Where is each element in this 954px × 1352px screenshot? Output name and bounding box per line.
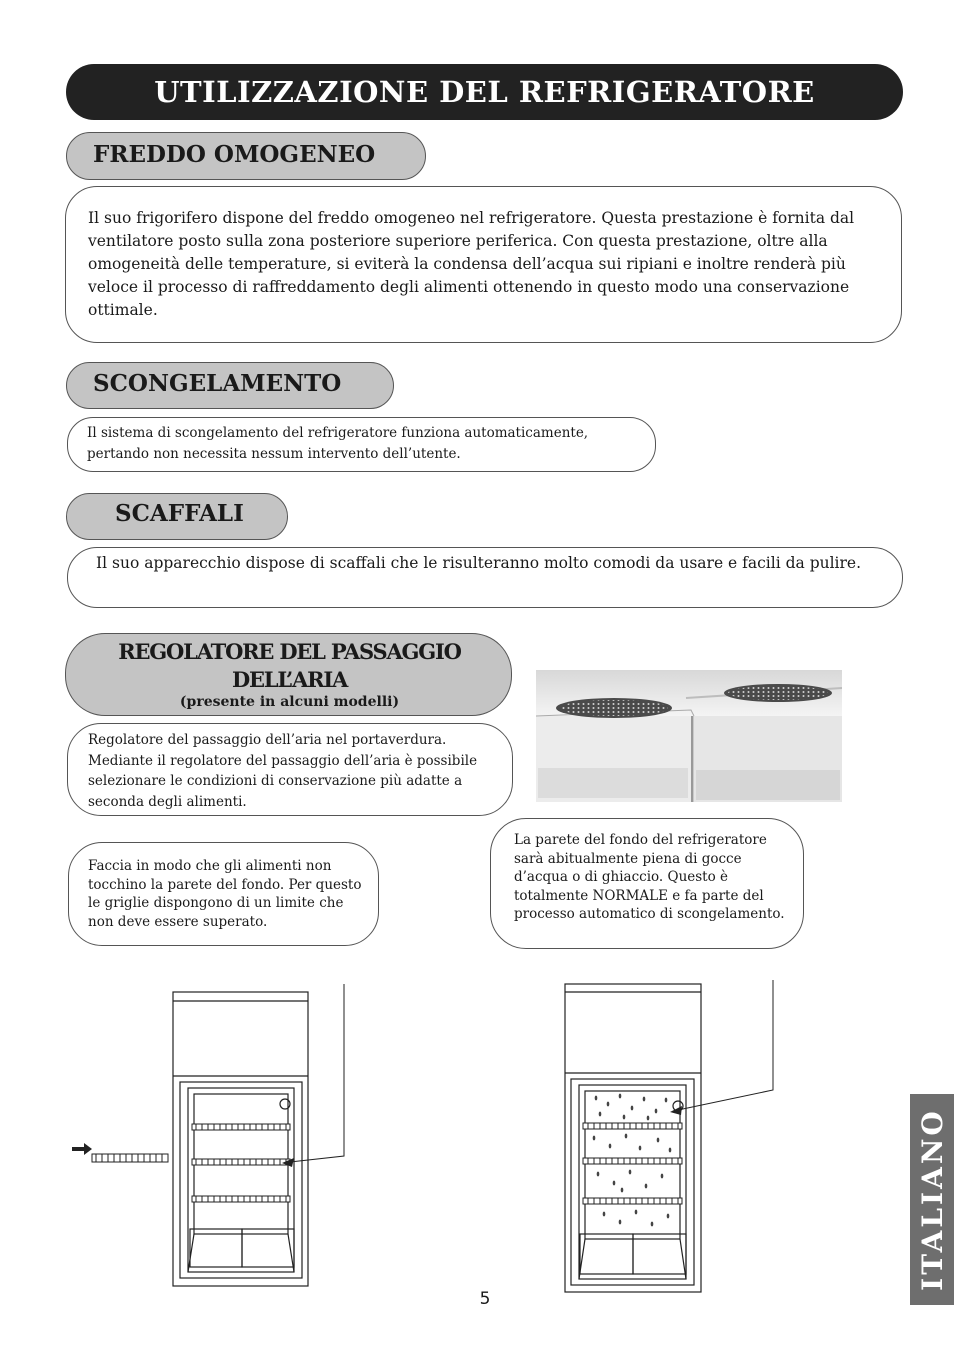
language-tab-label: ITALIANO bbox=[915, 1108, 949, 1291]
regolatore-heading-line1: REGOLATORE DEL PASSAGGIO bbox=[118, 639, 461, 664]
freddo-omogeneo-heading-text: FREDDO OMOGENEO bbox=[93, 141, 376, 168]
crisper-photo bbox=[536, 670, 842, 802]
pointer-line-left bbox=[290, 984, 344, 1162]
scongelamento-box bbox=[67, 417, 656, 472]
regolatore-text: Regolatore del passaggio dell’aria nel portaverdura. Mediante il regolatore del passaggio dell’aria è possibile selezionare le condizioni di conservazione più adatte a seconda degli alimenti. bbox=[88, 732, 478, 810]
pointer-line-right bbox=[678, 980, 773, 1110]
language-tab bbox=[910, 1094, 954, 1305]
freddo-omogeneo-text: Il suo frigorifero dispone del freddo omogeneo nel refrigeratore. Questa prestazione è fornita dal ventilatore posto sulla zona posteriore superiore periferica. Con questa prestazione, oltre alla omogeneità delle temperature, si eviterà la condensa dell’acqua sui ripiani e inoltre renderà più veloce il processo di raffreddamento degli alimenti ottenendo in questo modo una conservazione ottimale. bbox=[88, 209, 855, 319]
regolatore-heading-line2: DELL’ARIA bbox=[231, 667, 348, 692]
note-right-text: La parete del fondo del refrigeratore sarà abitualmente piena di gocce d’acqua o di ghiaccio. Questo è totalmente NORMALE e fa parte del processo automatico di scongelamento. bbox=[514, 832, 785, 922]
note-box-right bbox=[490, 818, 804, 949]
scongelamento-heading bbox=[66, 362, 394, 409]
page-number: 5 bbox=[479, 1289, 491, 1309]
page-title: UTILIZZAZIONE DEL REFRIGERATORE bbox=[66, 64, 903, 120]
regolatore-box bbox=[67, 723, 513, 816]
shelves-right bbox=[583, 1123, 682, 1204]
scongelamento-heading-text: SCONGELAMENTO bbox=[93, 370, 342, 397]
scaffali-box bbox=[67, 547, 903, 608]
scaffali-heading-text: SCAFFALI bbox=[115, 500, 244, 527]
note-left-text: Faccia in modo che gli alimenti non tocchino la parete del fondo. Per questo le griglie dispongono di un limite che non deve essere superato. bbox=[88, 858, 362, 930]
freddo-omogeneo-box bbox=[65, 186, 902, 343]
note-box-left bbox=[68, 842, 379, 946]
scongelamento-text: Il sistema di scongelamento del refrigeratore funziona automaticamente, pertando non necessita nessum intervento dell’utente. bbox=[87, 425, 589, 462]
scaffali-heading bbox=[66, 493, 288, 540]
removed-shelf bbox=[92, 1154, 168, 1162]
fridge-diagram-right bbox=[560, 978, 780, 1298]
regolatore-heading bbox=[65, 633, 512, 716]
regolatore-subheading: (presente in alcuni modelli) bbox=[179, 694, 400, 710]
shelves-left bbox=[192, 1124, 290, 1202]
scaffali-text: Il suo apparecchio dispose di scaffali che le risulteranno molto comodi da usare e facili da pulire. bbox=[96, 554, 862, 572]
freddo-omogeneo-heading bbox=[66, 132, 426, 180]
insert-arrow bbox=[72, 1143, 92, 1155]
fridge-diagram-left bbox=[70, 984, 350, 1294]
